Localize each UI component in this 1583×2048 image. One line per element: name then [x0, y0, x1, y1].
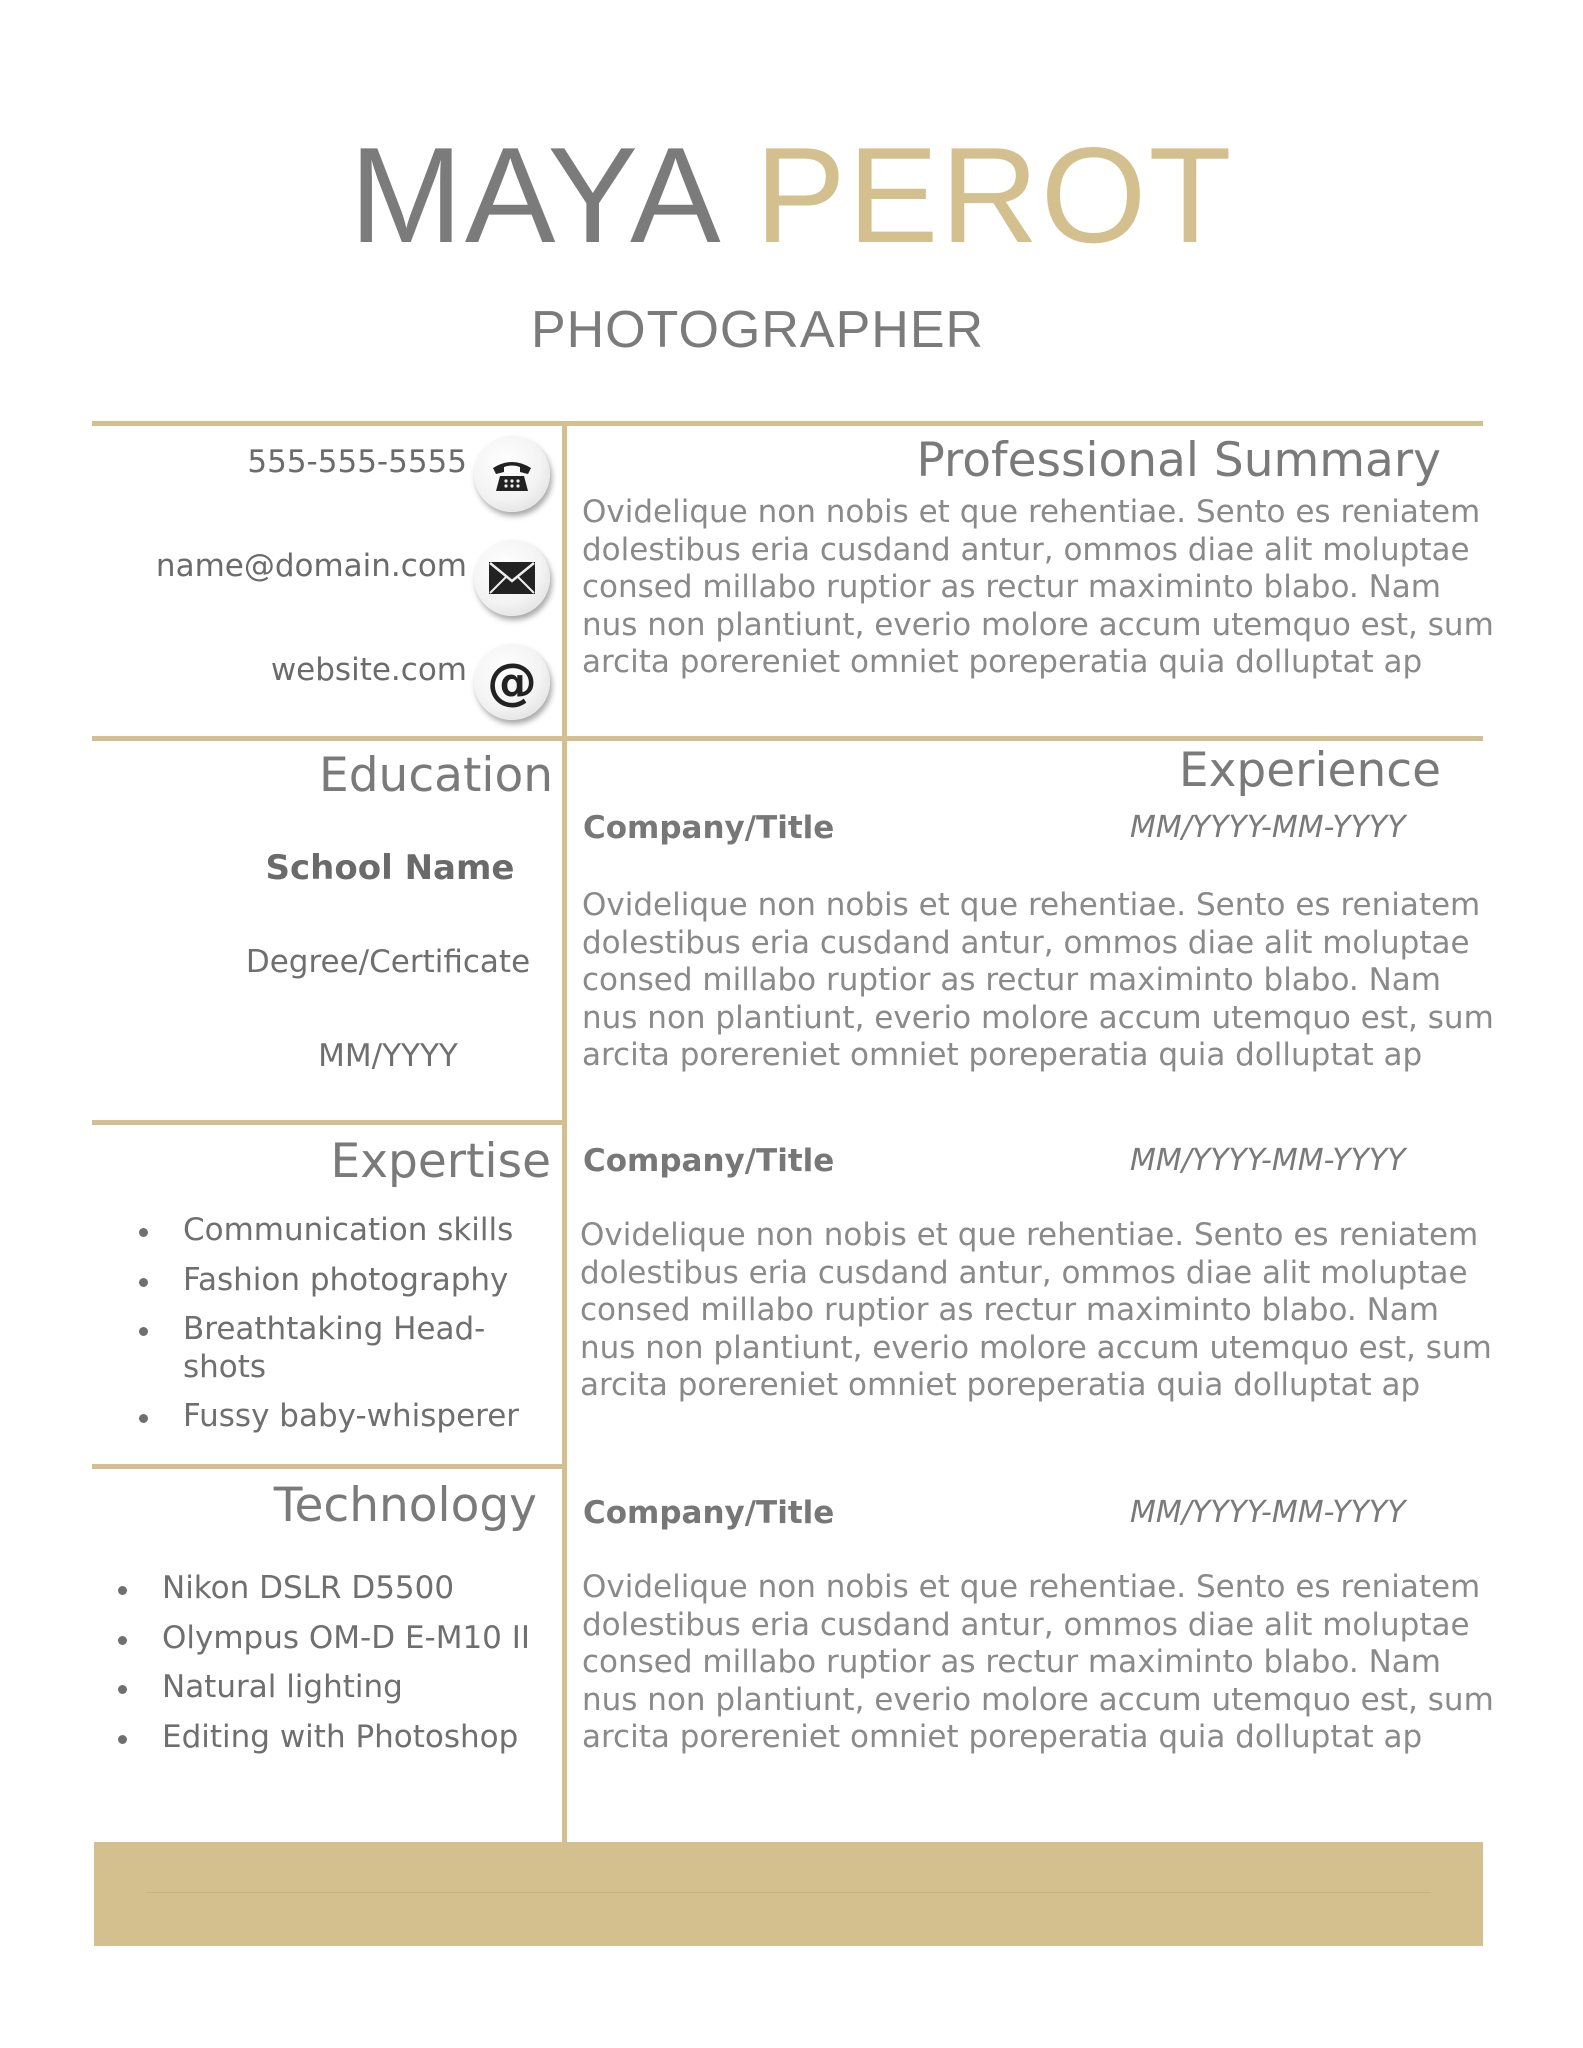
contact-phone[interactable]: 555-555-5555	[247, 444, 467, 480]
list-item: Breathtaking Head-shots	[183, 1311, 533, 1386]
job-role: PHOTOGRAPHER	[530, 301, 985, 359]
job-dates: MM/YYYY-MM-YYYY	[1130, 810, 1406, 845]
list-item: Fussy baby-whisperer	[183, 1398, 533, 1436]
list-item: Editing with Photoshop	[162, 1719, 532, 1757]
summary-text: Ovidelique non nobis et que rehentiae. Sento es reniatem dolestibus eria cusdand antur, ommos diae alit moluptae consed millabo ruptior as rectur maximinto blabo. Nam nus non plantiunt, everio molore accum utemquo est, sum arcita porereniet omniet poreperatia quia dolluptat ap	[582, 494, 1494, 680]
education-heading: Education	[319, 748, 553, 803]
bullet-icon	[139, 1278, 148, 1287]
footer-rule	[146, 1892, 1431, 1893]
technology-list	[162, 1570, 532, 1768]
summary-divider	[92, 736, 1483, 741]
education-date: MM/YYYY	[318, 1038, 458, 1074]
expertise-divider	[92, 1464, 566, 1469]
list-item: Natural lighting	[162, 1669, 532, 1707]
expertise-heading: Expertise	[330, 1134, 551, 1189]
contact-website[interactable]: website.com	[270, 652, 467, 688]
job-title: Company/Title	[583, 1495, 835, 1531]
envelope-icon	[474, 540, 550, 616]
job-dates: MM/YYYY-MM-YYYY	[1130, 1495, 1406, 1530]
summary-heading: Professional Summary	[916, 433, 1441, 488]
bullet-icon	[118, 1685, 127, 1694]
job-description: Ovidelique non nobis et que rehentiae. Sento es reniatem dolestibus eria cusdand antur, ommos diae alit moluptae consed millabo ruptior as rectur maximinto blabo. Nam nus non plantiunt, everio molore accum utemquo est, sum arcita porereniet omniet poreperatia quia dolluptat ap	[580, 1217, 1492, 1403]
column-divider	[562, 421, 567, 1845]
list-item: Communication skills	[183, 1212, 533, 1250]
candidate-name	[0, 120, 1583, 270]
bullet-icon	[118, 1636, 127, 1645]
bullet-icon	[139, 1228, 148, 1237]
job-dates: MM/YYYY-MM-YYYY	[1130, 1143, 1406, 1178]
technology-heading: Technology	[273, 1478, 537, 1533]
bullet-icon	[118, 1735, 127, 1744]
degree: Degree/Certificate	[245, 944, 531, 980]
list-item: Olympus OM-D E-M10 II	[162, 1620, 532, 1658]
job-title: Company/Title	[583, 1143, 835, 1179]
first-name: MAYA	[349, 119, 716, 271]
job-description: Ovidelique non nobis et que rehentiae. Sento es reniatem dolestibus eria cusdand antur, ommos diae alit moluptae consed millabo ruptior as rectur maximinto blabo. Nam nus non plantiunt, everio molore accum utemquo est, sum arcita porereniet omniet poreperatia quia dolluptat ap	[582, 887, 1494, 1073]
last-name: PEROT	[755, 119, 1234, 271]
bullet-icon	[139, 1327, 148, 1336]
at-sign-icon: @	[474, 644, 550, 720]
experience-heading: Experience	[1178, 743, 1441, 798]
education-divider	[92, 1120, 566, 1125]
list-item: Fashion photography	[183, 1262, 533, 1300]
job-description: Ovidelique non nobis et que rehentiae. Sento es reniatem dolestibus eria cusdand antur, ommos diae alit moluptae consed millabo ruptior as rectur maximinto blabo. Nam nus non plantiunt, everio molore accum utemquo est, sum arcita porereniet omniet poreperatia quia dolluptat ap	[582, 1569, 1494, 1755]
expertise-list	[183, 1212, 533, 1448]
footer-band	[94, 1842, 1483, 1946]
phone-icon	[474, 436, 550, 512]
bullet-icon	[139, 1414, 148, 1423]
job-title: Company/Title	[583, 810, 835, 846]
contact-email[interactable]: name@domain.com	[155, 548, 467, 584]
bullet-icon	[118, 1586, 127, 1595]
school-name: School Name	[265, 848, 515, 888]
top-divider	[92, 421, 1483, 426]
list-item: Nikon DSLR D5500	[162, 1570, 532, 1608]
